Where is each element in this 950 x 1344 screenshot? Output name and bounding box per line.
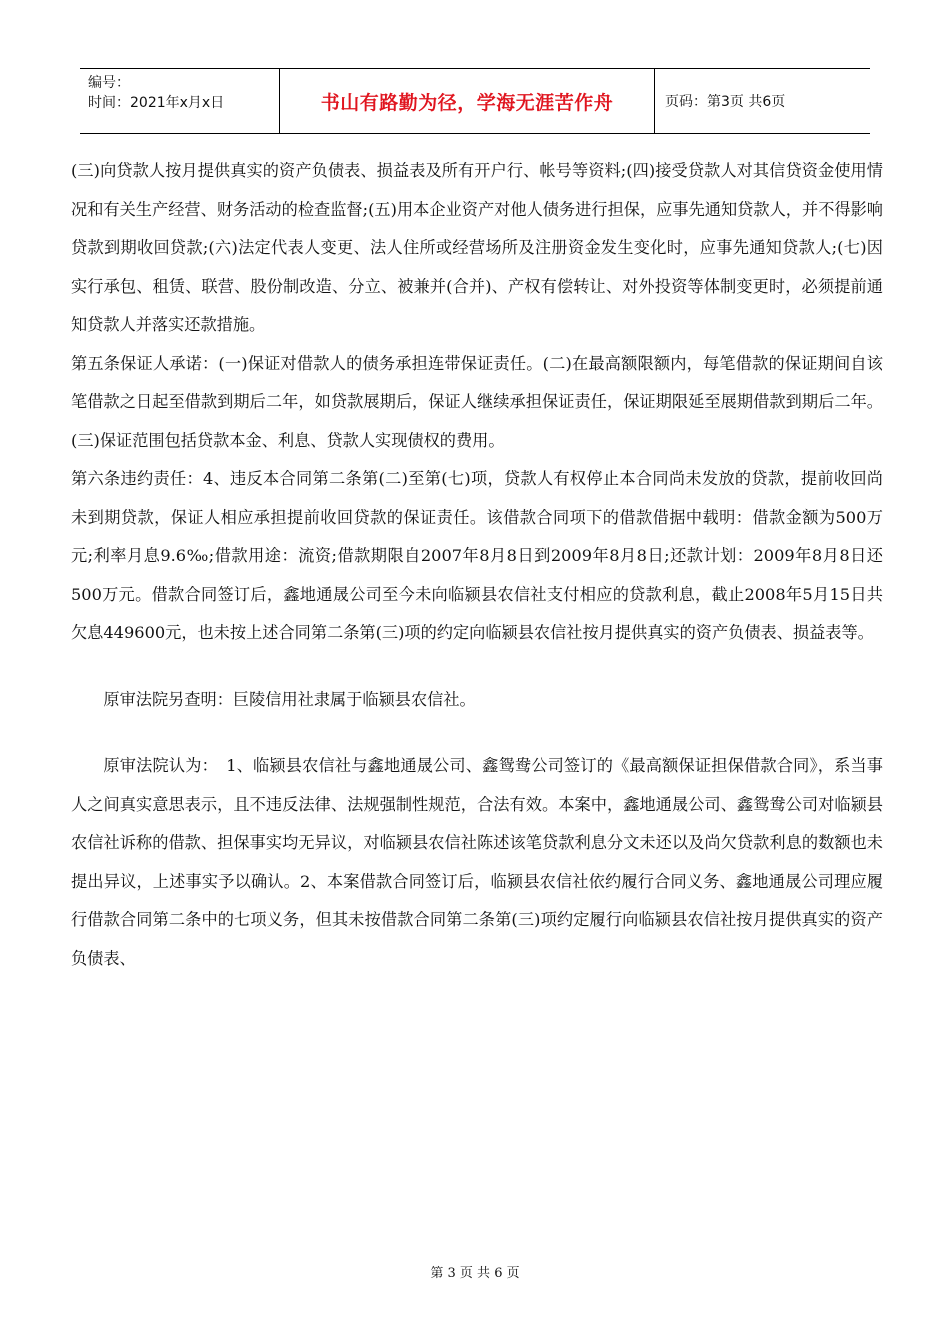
page-header (80, 68, 870, 134)
document-date: 时间：2021年x月x日 (88, 95, 225, 111)
document-number: 编号： (88, 75, 130, 91)
document-body (71, 152, 883, 978)
body-paragraph: (三)向贷款人按月提供真实的资产负债表、损益表及所有开户行、帐号等资料;(四)接受贷款人对其信贷资金使用情况和有关生产经营、财务活动的检查监督;(五)用本企业资产对他人债务进行担保，应事先通知贷款人，并不得影响贷款到期收回贷款;(六)法定代表人变更、法人住所或经营场所及注册资金发生变化时，应事先通知贷款人;(七)因实行承包、租赁、联营、股份制改造、分立、被兼并(合并)、产权有偿转让、对外投资等体制变更时，必须提前通知贷款人并落实还款措施。 (71, 161, 883, 334)
header-page-number: 页码：第3页 共6页 (665, 94, 786, 110)
body-paragraph: 原审法院另查明：巨陵信用社隶属于临颍县农信社。 (103, 689, 476, 709)
body-paragraph: 第六条违约责任：4、违反本合同第二条第(二)至第(七)项，贷款人有权停止本合同尚未发放的贷款，提前收回尚未到期贷款，保证人相应承担提前收回贷款的保证责任。该借款合同项下的借款借据中载明：借款金额为500万元;利率月息9.6‰;借款用途：流资;借款期限自2007年8月8日到2009年8月8日;还款计划：2009年8月8日还500万元。借款合同签订后，鑫地通晟公司至今未向临颍县农信社支付相应的贷款利息，截止2008年5月15日共欠息449600元，也未按上述合同第二条第(三)项的约定向临颍县农信社按月提供真实的资产负债表、损益表等。 (71, 469, 883, 642)
header-meta (80, 69, 280, 133)
body-paragraph: 第五条保证人承诺：(一)保证对借款人的债务承担连带保证责任。(二)在最高额限额内，每笔借款的保证期间自该笔借款之日起至借款到期后二年，如贷款展期后，保证人继续承担保证责任，保证期限延至展期借款到期后二年。(三)保证范围包括贷款本金、利息、贷款人实现债权的费用。 (71, 353, 883, 450)
header-motto: 书山有路勤为径，学海无涯苦作舟 (320, 91, 614, 114)
body-paragraph: 原审法院认为： 1、临颍县农信社与鑫地通晟公司、鑫鸳鸯公司签订的《最高额保证担保借款合同》，系当事人之间真实意思表示，且不违反法律、法规强制性规范，合法有效。本案中，鑫地通晟公司、鑫鸳鸯公司对临颍县农信社诉称的借款、担保事实均无异议，对临颍县农信社陈述该笔贷款利息分文未还以及尚欠贷款利息的数额也未提出异议，上述事实予以确认。2、本案借款合同签订后，临颍县农信社依约履行合同义务、鑫地通晟公司理应履行借款合同第二条中的七项义务，但其未按借款合同第二条第(三)项约定履行向临颍县农信社按月提供真实的资产负债表、 (71, 756, 883, 968)
header-page-cell (655, 69, 870, 133)
header-motto-cell (280, 69, 655, 133)
page-footer: 第 3 页 共 6 页 (430, 1266, 520, 1281)
